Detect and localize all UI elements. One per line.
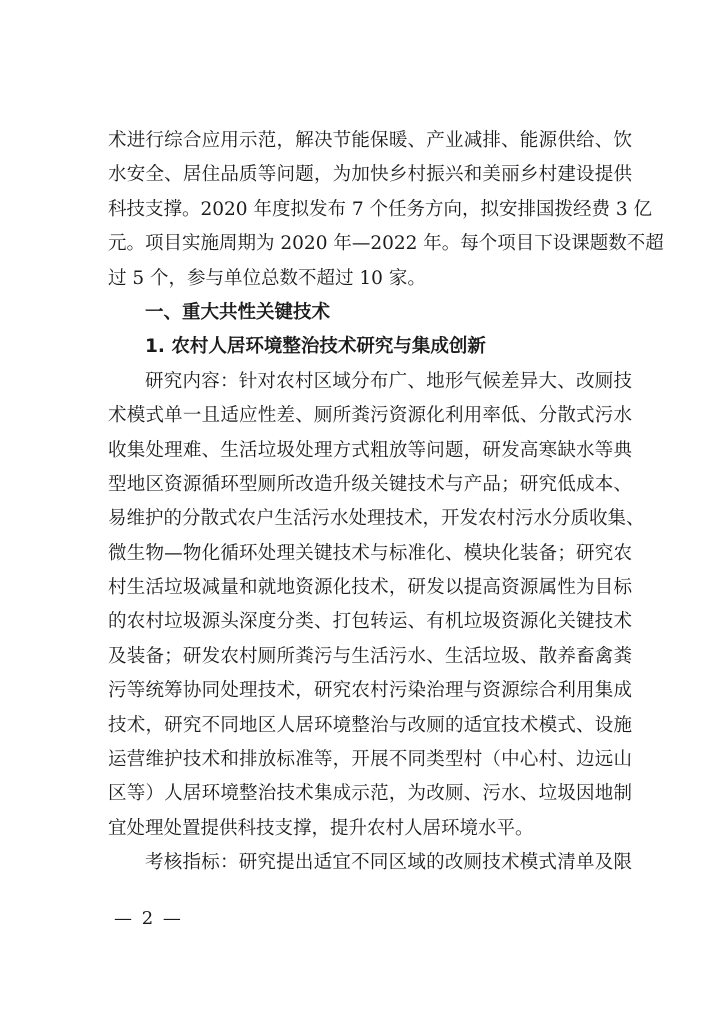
paragraph-line: 术进行综合应用示范，解决节能保暖、产业减排、能源供给、饮 <box>108 130 632 151</box>
paragraph-line: 水安全、居住品质等问题，为加快乡村振兴和美丽乡村建设提供 <box>108 164 632 186</box>
paragraph-line: 区等）人居环境整治技术集成示范，为改厕、污水、垃圾因地制 <box>108 783 632 805</box>
paragraph-line: 考核指标：研究提出适宜不同区域的改厕技术模式清单及限 <box>145 852 632 874</box>
paragraph-line: 科技支撑。2020 年度拟发布 7 个任务方向，拟安排国拨经费 3 亿 <box>108 198 653 220</box>
paragraph-line: 过 5 个，参与单位总数不超过 10 家。 <box>108 267 426 289</box>
paragraph-line: 术模式单一且适应性差、厕所粪污资源化利用率低、分散式污水 <box>108 405 632 427</box>
paragraph-line: 易维护的分散式农户生活污水处理技术，开发农村污水分质收集、 <box>108 508 645 530</box>
paragraph-line: 及装备；研发农村厕所粪污与生活污水、生活垃圾、散养畜禽粪 <box>108 645 632 667</box>
paragraph-line: 型地区资源循环型厕所改造升级关键技术与产品；研究低成本、 <box>108 473 632 495</box>
paragraph-line: 研究内容：针对农村区域分布广、地形气候差异大、改厕技 <box>145 370 632 392</box>
paragraph-line: 污等统筹协同处理技术，研究农村污染治理与资源综合利用集成 <box>108 680 632 702</box>
paragraph-line: 技术，研究不同地区人居环境整治与改厕的适宜技术模式、设施 <box>108 714 632 736</box>
paragraph-line: 宜处理处置提供科技支撑，提升农村人居环境水平。 <box>108 817 534 839</box>
paragraph-line: 运营维护技术和排放标准等，开展不同类型村（中心村、边远山 <box>108 749 632 771</box>
subsection-heading: 1. 农村人居环境整治技术研究与集成创新 <box>145 336 486 358</box>
paragraph-line: 的农村垃圾源头深度分类、打包转运、有机垃圾资源化关键技术 <box>108 611 632 633</box>
document-body <box>108 124 664 881</box>
paragraph-line: 村生活垃圾减量和就地资源化技术，研发以提高资源属性为目标 <box>108 577 632 599</box>
section-heading: 一、重大共性关键技术 <box>145 301 331 323</box>
paragraph-line: 收集处理难、生活垃圾处理方式粗放等问题，研发高寒缺水等典 <box>108 439 632 461</box>
paragraph-line: 元。项目实施周期为 2020 年—2022 年。每个项目下设课题数不超 <box>108 233 664 255</box>
page-number: — 2 — <box>114 908 183 929</box>
paragraph-line: 微生物—物化循环处理关键技术与标准化、模块化装备；研究农 <box>108 542 632 564</box>
